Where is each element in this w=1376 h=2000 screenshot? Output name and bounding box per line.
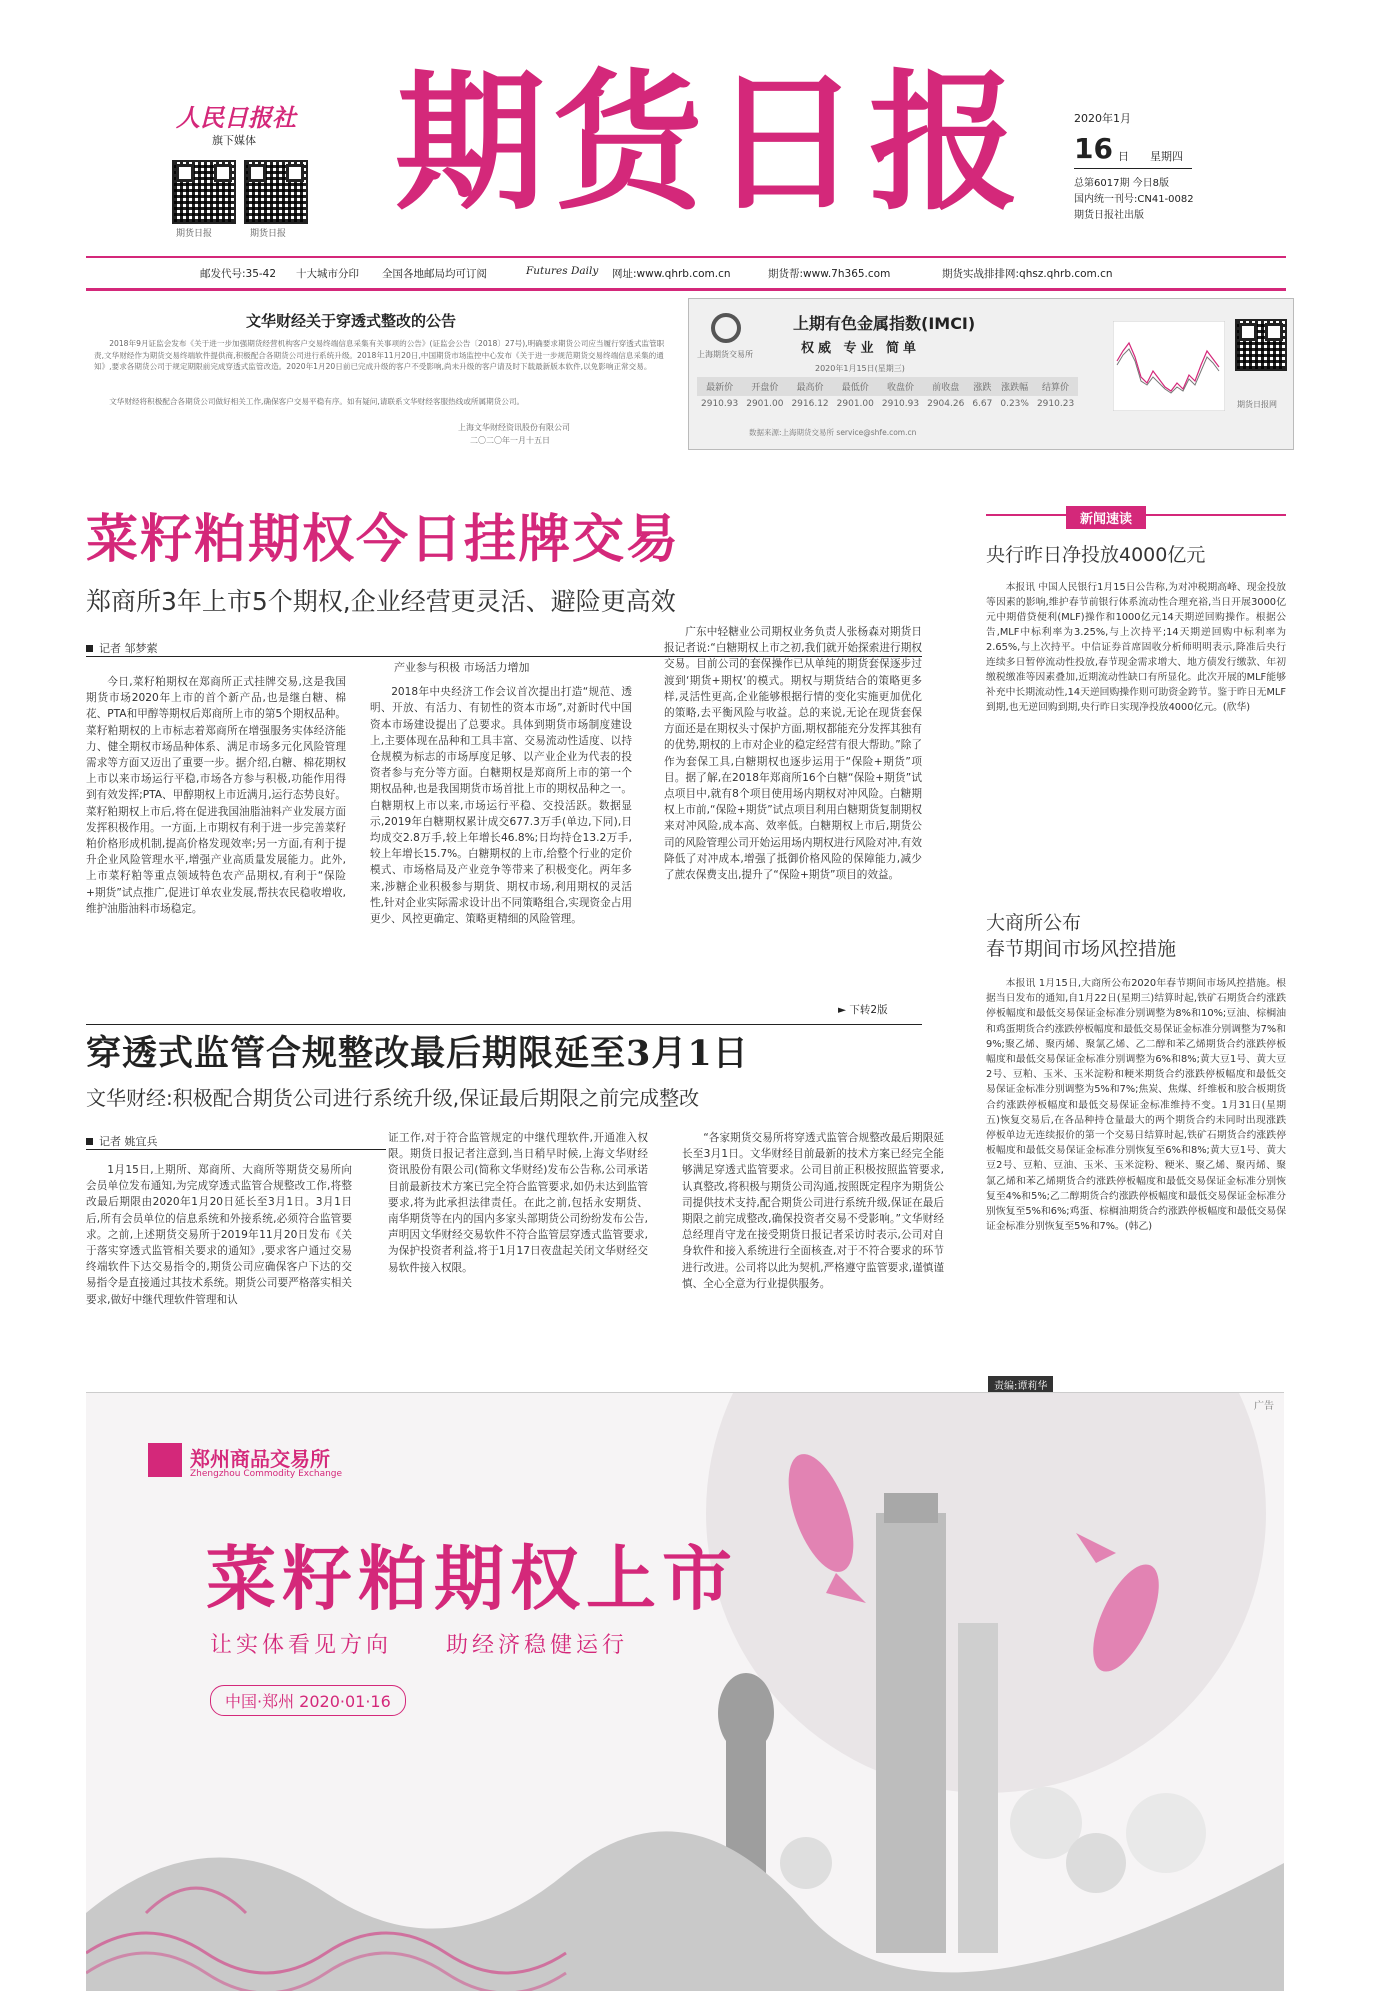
imci-value: 2901.00 — [836, 399, 874, 409]
imci-value: 2910.93 — [701, 399, 739, 409]
weekday: 星期四 — [1150, 150, 1183, 163]
second-byline-text: 记者 姚宜兵 — [99, 1135, 158, 1148]
imci-logo — [711, 313, 741, 343]
imci-header: 最新价 — [706, 383, 734, 393]
notice-box — [86, 304, 678, 454]
date-year-month: 2020年1月 — [1074, 112, 1131, 125]
lead-col2-subheading: 产业参与积极 市场活力增加 — [394, 661, 530, 674]
second-headline: 穿透式监管合规整改最后期限延至3月1日 — [86, 1033, 749, 1074]
imci-table-wrap — [697, 377, 1109, 412]
imci-exchange: 上海期货交易所 — [697, 350, 753, 359]
jump-text: 下转2版 — [849, 1004, 888, 1016]
lead-paragraph: 今日,菜籽粕期权在郑商所正式挂牌交易,这是我国期货市场2020年上市的首个新产品,也是继白糖、棉花、PTA和甲醇等期权后郑商所上市的第5个期权品种。菜籽粕期权的上市标志着郑商所在增强服务实体经济能力、健全期权市场品种体系、满足市场多元化风险管理需求等方面又迈出了重要一步。据介绍,白糖、棉花期权上市以来市场运行平稳,市场各方参与积极,功能作用得到有效发挥;PTA、甲醇期权上市近满月,运行态势良好。菜籽粕期权上市后,将在促进我国油脂油料产业发展方面发挥积极作用。一方面,上市期权有利于进一步完善菜籽粕价格形成机制,提高价格发现效率;另一方面,有利于提升企业风险管理水平,增强产业高质量发展能力。此外,上市菜籽粕等重点领域特色农产品期权,有利于“保险+期货”试点推广,促进订单农业发展,帮扶农民稳收增收,维护油脂油料市场稳定。 — [86, 676, 346, 915]
byline-marker — [86, 1138, 93, 1145]
imci-table — [697, 377, 1078, 412]
sidebar-headline-2b: 春节期间市场风控措施 — [986, 938, 1177, 960]
ad-exchange-cn: 郑州商品交易所 — [190, 1447, 330, 1471]
sidebar-headline-2a: 大商所公布 — [986, 912, 1082, 934]
byline-marker — [86, 645, 93, 652]
imci-sparkline — [1113, 321, 1225, 411]
lead-jump — [838, 1002, 888, 1017]
imci-date: 2020年1月15日(星期三) — [815, 364, 905, 373]
ad-illustration — [86, 1393, 1284, 1991]
qr-caption-right: 期货日报 — [250, 229, 287, 239]
notice-date: 二〇二〇年一月十五日 — [470, 436, 550, 445]
second-byline — [86, 1133, 158, 1149]
ad-panel — [86, 1392, 1284, 1991]
second-paragraph: 证工作,对于符合监管规定的中继代理软件,开通准入权限。期货日报记者注意到,当日稍早时候,上海文华财经资讯股份有限公司(简称文华财经)发布公告称,公司承诺目前最新技术方案已完全符合监管要求,如仍未达到监管要求,将为此承担法律责任。在此之前,包括永安期货、南华期货等在内的国内多家头部期货公司纷纷发布公告,声明因文华财经交易软件不符合监管层穿透式监管要求,为保护投资者利益,将于1月17日夜盘起关闭文华财经交易软件接入权限。 — [388, 1132, 648, 1274]
sidebar-section-label: 新闻速读 — [1066, 506, 1146, 529]
ad-blossom — [1126, 1793, 1206, 1873]
date-day: 16 — [1074, 132, 1113, 165]
imci-value: 2910.93 — [881, 399, 920, 409]
sidebar-article-1: 本报讯 中国人民银行1月15日公告称,为对冲税期高峰、现金投放等因素的影响,维护春节前银行体系流动性合理充裕,当日开展3000亿元中期借贷便利(MLF)操作和1000亿元14天期逆回购操作。根据公告,MLF中标利率为3.25%,与上次持平;14天期逆回购中标利率为2.65%,与上次持平。中信证券首席固收分析师明明表示,降准后央行连续多日暂停流动性投放,春节现金需求增大、地方债发行缴款、年初缴税缴准等因素叠加,近期流动性缺口有所显化。此次开展的MLF能够补充中长期流动性,14天逆回购操作则可助资金跨节。鉴于昨日无MLF到期,也无逆回购到期,央行昨日实现净投放4000亿元。(欣华) — [986, 582, 1286, 713]
imci-header: 涨跌 — [973, 383, 992, 393]
futures-link[interactable]: 期货帮:www.7h365.com — [768, 268, 891, 280]
imci-qr — [1235, 319, 1287, 371]
lead-column-2 — [370, 660, 632, 927]
lead-paragraph: 2018年中央经济工作会议首次提出打造“规范、透明、开放、有活力、有韧性的资本市场”,对新时代中国资本市场建设提出了总要求。具体到期货市场制度建设上,主要体现在品种和工具丰富、交易流动性适度、以持仓规模为标志的市场厚度足够、以产业企业为代表的投资者参与充分等方面。白糖期权是郑商所上市的第一个期权品种,也是我国期货市场首批上市的期权品种之一。白糖期权上市以来,市场运行平稳、交投活跃。数据显示,2019年白糖期权累计成交677.3万手(单边,下同),日均成交2.8万手,较上年增长46.8%;日均持仓13.2万手,较上年增长15.7%。白糖期权的上市,给整个行业的定价模式、市场格局及产业竞争等带来了积极变化。两年多来,涉糖企业积极参与期货、期权市场,利用期权的灵活性,针对企业实际需求设计出不同策略组合,实现资金占用更少、风控更确定、策略更精细的风险管理。 — [370, 686, 632, 926]
imci-header: 最低价 — [841, 383, 869, 393]
ad-slogan-1: 让实体看见方向 — [210, 1633, 393, 1658]
imci-slogan: 权威 专业 简单 — [801, 341, 921, 356]
ad-tower — [876, 1513, 946, 1953]
imci-header: 结算价 — [1042, 383, 1070, 393]
notice-body-2: 文华财经将积极配合各期货公司做好相关工作,确保客户交易平稳有序。如有疑问,请联系文华财经客服热线或所属期货公司。 — [109, 397, 525, 406]
imci-header: 收盘价 — [886, 383, 914, 393]
ad-koi-fish — [775, 1446, 866, 1580]
publisher-sub: 旗下媒体 — [212, 134, 256, 147]
date-day-unit: 日 — [1118, 150, 1129, 163]
imci-value: 0.23% — [1000, 399, 1029, 409]
website-link[interactable]: 网址:www.qhrb.com.cn — [612, 268, 731, 280]
press-name: 期货日报社出版 — [1074, 210, 1144, 221]
issue-line: 总第6017期 今日8版 — [1074, 178, 1169, 189]
notice-title: 文华财经关于穿透式整改的公告 — [246, 312, 457, 330]
notice-signature: 上海文华财经资讯股份有限公司 — [458, 423, 570, 432]
newspaper-title: 期货日报 — [395, 55, 1028, 231]
second-column-3 — [682, 1130, 944, 1292]
qr-code-left — [172, 160, 236, 224]
imci-value: 2901.00 — [746, 399, 784, 409]
ad-koi-tail — [826, 1573, 866, 1603]
imci-header-row — [697, 377, 1078, 396]
masthead — [0, 0, 1376, 270]
imci-value: 2904.26 — [927, 399, 965, 409]
jump-arrow-icon: ► — [838, 1004, 847, 1016]
imci-box — [688, 298, 1294, 450]
ad-koi-fish — [1080, 1555, 1173, 1680]
subscription-note: 全国各地邮局均可订阅 — [382, 268, 487, 280]
ad-tower — [958, 1623, 998, 1953]
second-column-2 — [388, 1130, 648, 1276]
ad-exchange-en: Zhengzhou Commodity Exchange — [190, 1469, 343, 1479]
ad-tag: 广告 — [1254, 1401, 1274, 1412]
ad-koi-tail — [1076, 1533, 1116, 1563]
imci-value: 2916.12 — [791, 399, 829, 409]
lead-column-1 — [86, 674, 346, 917]
second-subhead: 文华财经:积极配合期货公司进行系统升级,保证最后期限之前完成整改 — [86, 1086, 700, 1110]
sidebar-article-2: 本报讯 1月15日,大商所公布2020年春节期间市场风控措施。根据当日发布的通知,自1月22日(星期三)结算时起,铁矿石期货合约涨跌停板幅度和最低交易保证金标准分别调整为8%和10%;豆油、棕榈油和鸡蛋期货合约涨跌停板幅度和最低交易保证金标准分别调整为7%和9%;聚乙烯、聚丙烯、聚氯乙烯、乙二醇和苯乙烯期货合约涨跌停板幅度和最低交易保证金标准分别调整为6%和8%;黄大豆1号、黄大豆2号、豆粕、玉米、玉米淀粉和粳米期货合约涨跌停板幅度和最低交易保证金标准分别调整为5%和7%;焦炭、焦煤、纤维板和胶合板期货合约涨跌停板幅度和最低交易保证金标准维持不变。1月31日(星期五)恢复交易后,在各品种持仓量最大的两个期货合约未同时出现涨跌停板单边无连续报价的第一个交易日结算时起,铁矿石期货合约涨跌停板幅度和最低交易保证金标准分别恢复至6%和8%;黄大豆1号、黄大豆2号、豆粕、豆油、玉米、玉米淀粉、粳米、聚乙烯、聚丙烯、聚氯乙烯和苯乙烯期货合约涨跌停板幅度和最低交易保证金标准分别恢复至4%和5%;乙二醇期货合约涨跌停板幅度和最低交易保证金标准分别恢复至5%和6%;鸡蛋、棕榈油期货合约涨跌停板幅度和最低交易保证金标准分别恢复至5%和7%。(韩乙) — [986, 978, 1286, 1233]
ad-slogan-2: 助经济稳健运行 — [446, 1633, 629, 1658]
imci-title: 上期有色金属指数(IMCI) — [793, 314, 976, 333]
postal-code: 邮发代号:35-42 — [200, 268, 277, 280]
imci-header: 开盘价 — [751, 383, 779, 393]
city-printing: 十大城市分印 — [296, 268, 359, 280]
ad-title: 菜籽粕期权上市 — [206, 1537, 738, 1620]
lead-subhead: 郑商所3年上市5个期权,企业经营更灵活、避险更高效 — [86, 587, 676, 616]
info-bar — [86, 256, 1286, 291]
imci-value: 6.67 — [972, 399, 993, 409]
lead-paragraph: 广东中轻糖业公司期权业务负责人张杨森对期货日报记者说:“白糖期权上市之初,我们就开始探索进行期权交易。目前公司的套保操作已从单纯的期货套保逐步过渡到‘期货+期权’的模式。期权与期货结合的策略更多样,灵活性更高,企业能够根据行情的变化实施更加优化的策略,去平衡风险与收益。总的来说,无论在现货套保方面还是在期权头寸保护方面,期权都能充分发挥其独有的优势,期权的上市对企业的稳定经营有很大帮助。”除了作为套保工具,白糖期权也逐步运用于“保险+期货”项目。据了解,在2018年郑商所16个白糖“保险+期货”试点项目中,就有8个项目使用场内期权对冲风险。白糖期权上市前,“保险+期货”试点项目利用白糖期货复制期权来对冲风险,成本高、效率低。白糖期权上市后,期货公司的风险管理公司开始运用场内期权进行风险对冲,有效降低了对冲成本,增强了抵御价格风险的保障能力,减少了蔗农保费支出,提升了“保险+期货”项目的效益。 — [664, 626, 922, 882]
notice-body: 2018年9月证监会发布《关于进一步加强期货经营机构客户交易终端信息采集有关事项的公告》(证监会公告〔2018〕27号),明确要求期货公司应当履行穿透式监管职责,文华财经作为期货交易终端软件提供商,积极配合各期货公司进行系统升级。2018年11月20日,中国期货市场监控中心发布《关于进一步规范期货交易终端信息采集的通知》,要求各期货公司于规定期限前完成穿透式监管改造。2020年1月20日前已完成升级的客户不受影响,尚未升级的客户请及时下载最新版本软件,以免影响正常交易。 — [94, 339, 665, 371]
ad-place-date: 中国·郑州 2020·01·16 — [210, 1685, 406, 1716]
publisher-logo: 人民日报社 — [176, 103, 296, 132]
english-name: Futures Daily — [526, 265, 599, 277]
imci-footer: 数据来源:上海期货交易所 service@shfe.com.cn — [749, 428, 917, 437]
imci-header: 最高价 — [796, 383, 824, 393]
imci-value-row — [697, 396, 1078, 412]
imci-value: 2910.23 — [1036, 399, 1075, 409]
editor-credit: 责编:谭莉华 — [988, 1376, 1053, 1393]
lead-headline: 菜籽粕期权今日挂牌交易 — [86, 509, 681, 570]
cn-number: 国内统一刊号:CN41-0082 — [1074, 194, 1194, 205]
competition-link[interactable]: 期货实战排排网:qhsz.qhrb.com.cn — [942, 268, 1113, 280]
qr-caption-left: 期货日报 — [176, 229, 213, 239]
second-paragraph: “各家期货交易所将穿透式监管合规整改最后期限延长至3月1日。文华财经目前最新的技术方案已经完全能够满足穿透式监管要求。公司目前正积极按照监管要求,认真整改,将积极与期货公司沟通,按照既定程序为期货公司提供技术支持,配合期货公司进行系统升级,保证在最后期限之前完成整改,确保投资者交易不受影响。”文华财经总经理肖守龙在接受期货日报记者采访时表示,公司对自身软件和接入系统进行全面核查,对于不符合要求的环节进行改进。公司将以此为契机,严格遵守监管要求,谨慎谨慎、全心全意为行业提供服务。 — [682, 1132, 944, 1290]
lead-byline — [86, 640, 158, 656]
sidebar — [986, 500, 1286, 1500]
second-paragraph: 1月15日,上期所、郑商所、大商所等期货交易所向会员单位发布通知,为完成穿透式监管合规整改工作,将整改最后期限由2020年1月20日延长至3月1日。3月1日后,所有会员单位的信息系统和外接系统,必须符合监管要求。之前,上述期货交易所于2019年11月20日发布《关于落实穿透式监管相关要求的通知》,要求客户通过交易终端软件下达交易指令的,期货公司应确保客户下达的交易指令是直接通过其技术系统。期货公司要严格落实相关要求,做好中继代理软件管理和认 — [86, 1164, 352, 1306]
qr-code-right — [244, 160, 308, 224]
ad-tower — [884, 1493, 938, 1523]
imci-header: 涨跌幅 — [1001, 383, 1029, 393]
ad-blossom — [780, 1837, 832, 1889]
imci-header: 前收盘 — [932, 383, 960, 393]
lead-column-3 — [664, 624, 922, 883]
imci-qr-caption: 期货日报网 — [1237, 400, 1277, 409]
ad-blossom — [1066, 1833, 1126, 1893]
sidebar-headline-1: 央行昨日净投放4000亿元 — [986, 544, 1206, 566]
second-column-1 — [86, 1162, 352, 1308]
lead-byline-text: 记者 邹梦萦 — [99, 642, 158, 655]
